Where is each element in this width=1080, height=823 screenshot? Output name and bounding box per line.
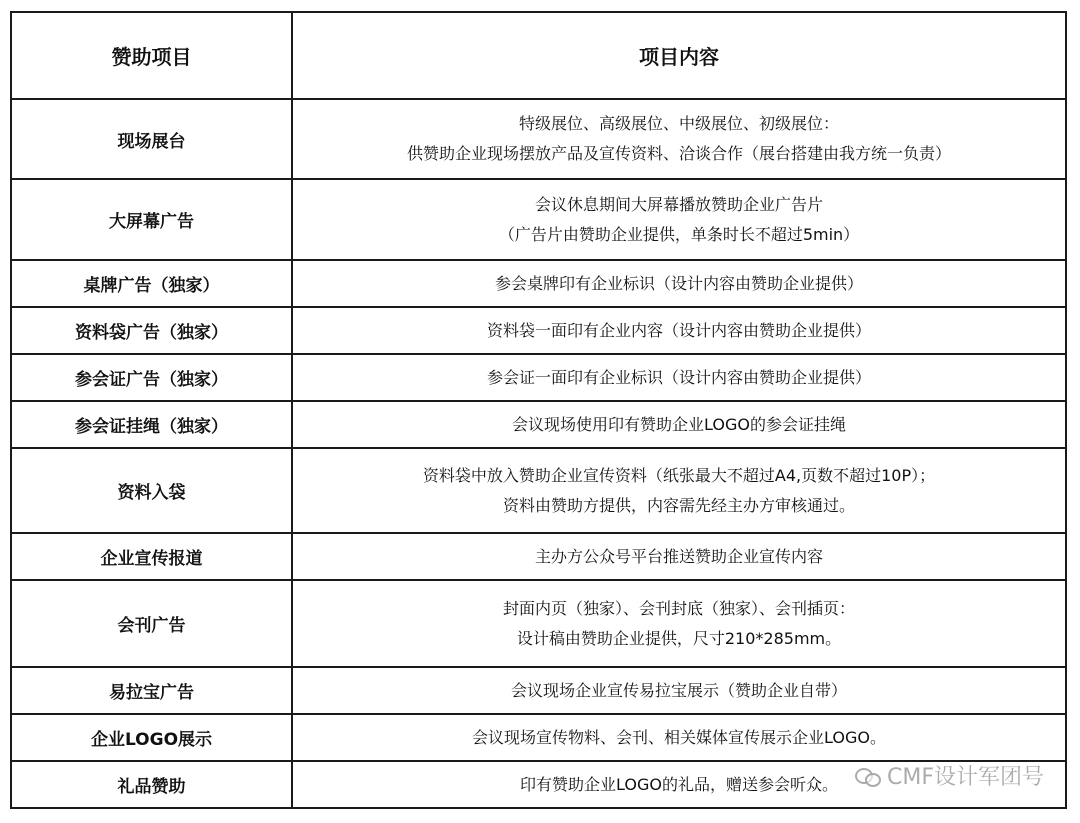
- sponsor-item: 现场展台: [11, 99, 292, 179]
- watermark-text: CMF设计军团号: [887, 765, 1044, 790]
- sponsor-content: [292, 667, 1066, 714]
- content-line: 供赞助企业现场摆放产品及宣传资料、洽谈合作（展台搭建由我方统一负责）: [406, 144, 951, 163]
- table-header-row: [11, 12, 1066, 99]
- content-line: 参会桌牌印有企业标识（设计内容由赞助企业提供）: [494, 273, 863, 293]
- table-row: [11, 99, 1066, 179]
- sponsor-item: 参会证广告（独家）: [11, 354, 292, 401]
- content-line: 印有赞助企业LOGO的礼品，赠送参会听众。: [520, 774, 838, 794]
- sponsor-item: 桌牌广告（独家）: [11, 260, 292, 307]
- sponsor-content: [292, 260, 1066, 307]
- wechat-icon: [855, 766, 881, 786]
- table-row: [11, 401, 1066, 448]
- content-line: 设计稿由赞助企业提供，尺寸210*285mm。: [516, 628, 842, 648]
- sponsor-content: [292, 179, 1066, 260]
- table-row: [11, 448, 1066, 533]
- sponsor-item: 大屏幕广告: [11, 179, 292, 260]
- content-line: 参会证一面印有企业标识（设计内容由赞助企业提供）: [486, 367, 871, 387]
- header-item: 赞助项目: [11, 12, 292, 99]
- table-row: [11, 260, 1066, 307]
- sponsor-content: [292, 307, 1066, 354]
- sponsor-item: 礼品赞助: [11, 761, 292, 808]
- table-row: [11, 714, 1066, 761]
- table-body: [11, 99, 1066, 808]
- content-line: 会议现场使用印有赞助企业LOGO的参会证挂绳: [512, 414, 846, 434]
- content-line: （广告片由赞助企业提供，单条时长不超过5min）: [498, 224, 860, 244]
- content-line: 会议休息期间大屏幕播放赞助企业广告片: [534, 194, 823, 214]
- content-line: 会议现场企业宣传易拉宝展示（赞助企业自带）: [510, 680, 847, 700]
- table-row: [11, 533, 1066, 580]
- sponsor-item: 会刊广告: [11, 580, 292, 667]
- sponsor-item: 资料袋广告（独家）: [11, 307, 292, 354]
- sponsorship-table: [10, 11, 1067, 809]
- table-row: [11, 580, 1066, 667]
- table-row: [11, 179, 1066, 260]
- content-line: 特级展位、高级展位、中级展位、初级展位：: [518, 114, 839, 133]
- table-row: [11, 667, 1066, 714]
- table-row: [11, 354, 1066, 401]
- sponsor-item: 资料入袋: [11, 448, 292, 533]
- content-line: 会议现场宣传物料、会刊、相关媒体宣传展示企业LOGO。: [472, 727, 886, 747]
- sponsor-content: [292, 99, 1066, 179]
- sponsor-content: [292, 533, 1066, 580]
- table-row: [11, 307, 1066, 354]
- content-line: 资料袋一面印有企业内容（设计内容由赞助企业提供）: [486, 320, 871, 340]
- sponsor-content: [292, 401, 1066, 448]
- sponsor-content: [292, 448, 1066, 533]
- sponsor-item: 企业LOGO展示: [11, 714, 292, 761]
- sponsor-item: 易拉宝广告: [11, 667, 292, 714]
- sponsor-content: [292, 580, 1066, 667]
- content-line: 封面内页（独家）、会刊封底（独家）、会刊插页：: [502, 598, 855, 618]
- watermark: [855, 760, 1044, 791]
- content-line: 资料袋中放入赞助企业宣传资料（纸张最大不超过A4,页数不超过10P）；: [422, 465, 936, 485]
- sponsor-content: [292, 714, 1066, 761]
- sponsor-item: 企业宣传报道: [11, 533, 292, 580]
- sponsor-item: 参会证挂绳（独家）: [11, 401, 292, 448]
- header-content: 项目内容: [292, 12, 1066, 99]
- content-line: 主办方公众号平台推送赞助企业宣传内容: [534, 546, 823, 566]
- sponsor-content: [292, 354, 1066, 401]
- content-line: 资料由赞助方提供，内容需先经主办方审核通过。: [502, 495, 855, 515]
